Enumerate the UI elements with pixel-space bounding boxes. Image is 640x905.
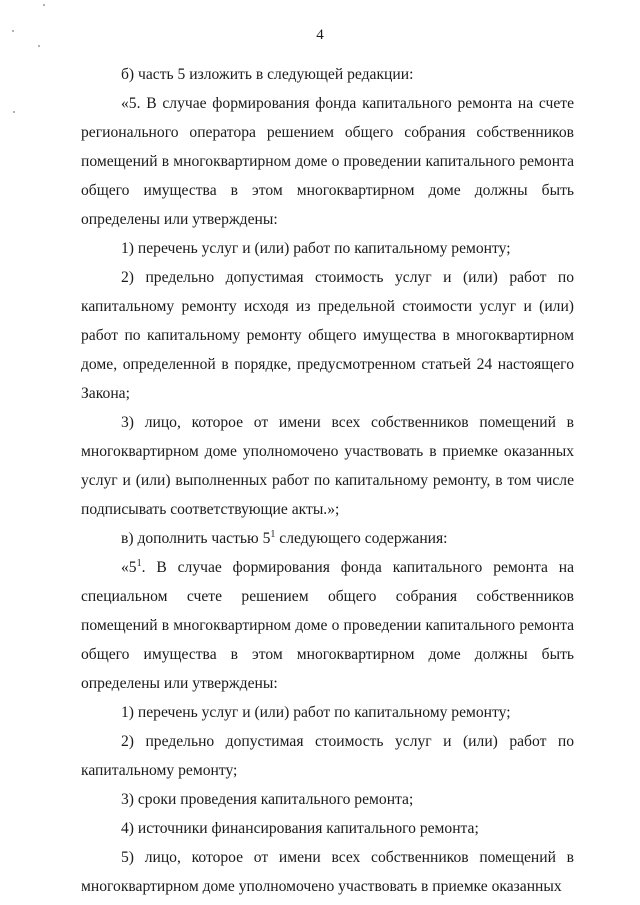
- list-item: 4) источники финансирования капитального ремонта;: [121, 820, 479, 837]
- list-item: 3) сроки проведения капитального ремонта;: [121, 791, 414, 808]
- document-body: [81, 60, 574, 901]
- list-item: 2) предельно допустимая стоимость услуг и (или) работ по капитальному ремонту исходя из предельной стоимости услуг и (или) работ по капитальному ремонту общего имущества в многоквартирном доме, определенной в порядке, предусмотренном статьей 24 настоящего Закона;: [81, 269, 574, 402]
- paragraph-amendment-v: [81, 524, 574, 553]
- paragraph-text: в) дополнить частью 5: [121, 530, 271, 547]
- list-item: 5) лицо, которое от имени всех собственников помещений в многоквартирном доме уполномочено участвовать в приемке оказанных: [81, 849, 574, 895]
- list-item: 3) лицо, которое от имени всех собственников помещений в многоквартирном доме уполномочено участвовать в приемке оказанных услуг и (или) выполненных работ по капитальному ремонту, в том числе подписывать соответствующие акты.»;: [81, 414, 574, 518]
- scan-speck: [12, 30, 14, 32]
- scan-speck: [38, 45, 40, 47]
- scan-speck: [13, 111, 15, 113]
- page-number: 4: [316, 27, 324, 43]
- list-item: 2) предельно допустимая стоимость услуг и (или) работ по капитальному ремонту;: [81, 733, 574, 779]
- list-item: 1) перечень услуг и (или) работ по капитальному ремонту;: [121, 240, 511, 257]
- superscript-index: 1: [136, 557, 142, 569]
- paragraph-part-5: «5. В случае формирования фонда капитального ремонта на счете регионального оператора решением общего собрания собственников помещений в многоквартирном доме о проведении капитального ремонта общего имущества в этом многоквартирном доме должны быть определены или утверждены:: [81, 95, 574, 228]
- paragraph-text: следующего содержания:: [275, 530, 448, 547]
- scan-speck: [43, 4, 45, 6]
- paragraph-amendment-b: б) часть 5 изложить в следующей редакции:: [121, 66, 414, 83]
- superscript-index: 1: [270, 528, 276, 540]
- list-item: 1) перечень услуг и (или) работ по капитальному ремонту;: [121, 704, 511, 721]
- paragraph-text: «5: [121, 559, 137, 576]
- paragraph-text: . В случае формирования фонда капитального ремонта на специальном счете решением общего собрания собственников помещений в многоквартирном доме о проведении капитального ремонта общего имущества в этом многоквартирном доме должны быть определены или утверждены:: [81, 559, 574, 692]
- paragraph-part-5-1: [81, 553, 574, 698]
